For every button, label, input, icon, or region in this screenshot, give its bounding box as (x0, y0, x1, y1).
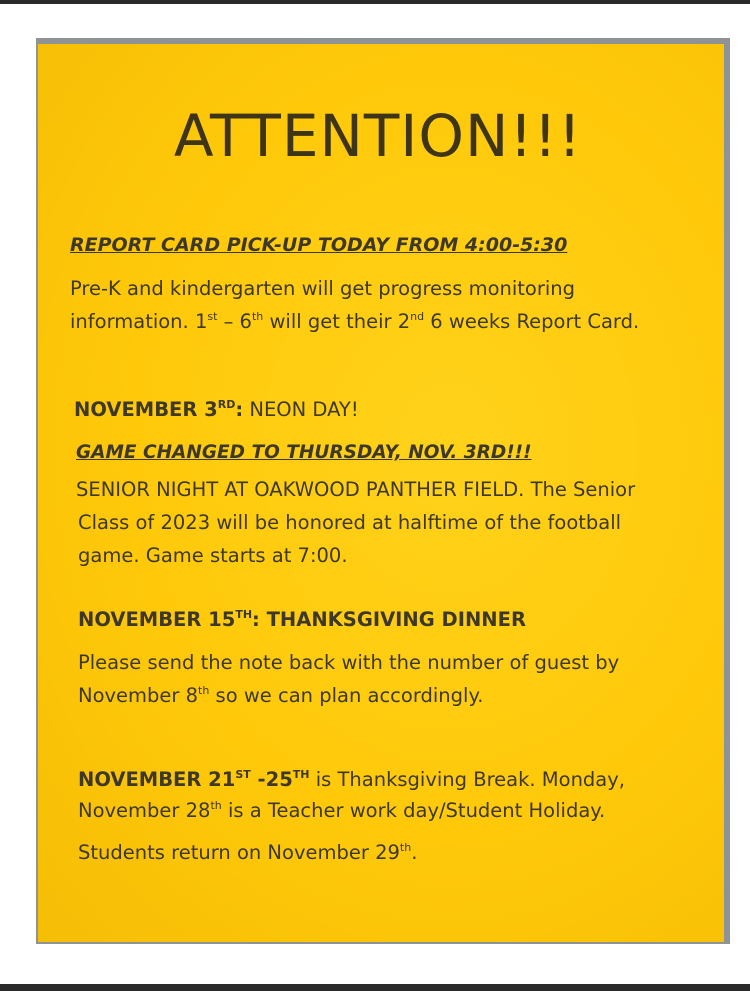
game-text-line-2: Class of 2023 will be honored at halftime of the football (78, 511, 622, 534)
break-line-3: Students return on November 29th. (78, 841, 418, 864)
report-card-text-line-1: Pre-K and kindergarten will get progress monitoring (70, 277, 576, 300)
report-card-heading: REPORT CARD PICK-UP TODAY FROM 4:00-5:30 (70, 234, 568, 256)
break-line-2: November 28th is a Teacher work day/Student Holiday. (78, 799, 606, 822)
game-text-line-3: game. Game starts at 7:00. (78, 544, 348, 567)
report-card-text-line-2: information. 1st – 6th will get their 2nd 6 weeks Report Card. (70, 310, 640, 333)
thanksgiving-dinner-heading: NOVEMBER 15TH: THANKSGIVING DINNER (78, 608, 526, 631)
thanksgiving-text-line-1: Please send the note back with the number of guest by (78, 651, 620, 674)
bottom-border (0, 984, 750, 991)
thanksgiving-text-line-2: November 8th so we can plan accordingly. (78, 684, 484, 707)
break-line-1: NOVEMBER 21ST -25TH is Thanksgiving Break. Monday, (78, 768, 625, 791)
neon-day-line: NOVEMBER 3RD: NEON DAY! (74, 398, 359, 421)
game-text-line-1: SENIOR NIGHT AT OAKWOOD PANTHER FIELD. The Senior (76, 478, 636, 501)
yellow-flyer (38, 44, 724, 942)
flyer-title: ATTENTION!!! (173, 102, 583, 170)
top-border (0, 0, 750, 4)
game-changed-heading: GAME CHANGED TO THURSDAY, NOV. 3RD!!! (76, 442, 532, 463)
